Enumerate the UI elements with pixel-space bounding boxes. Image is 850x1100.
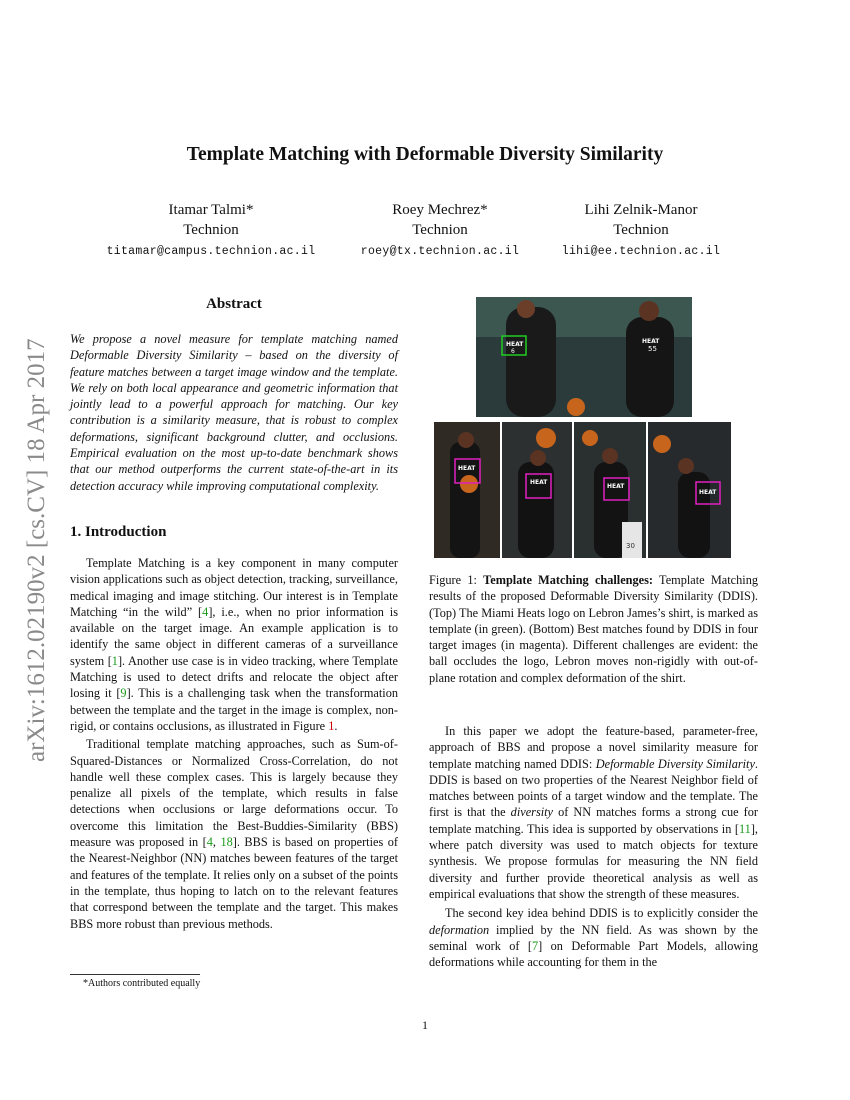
logo-text: HEAT (506, 341, 524, 348)
intro-body (70, 555, 398, 932)
citation-link[interactable]: 7 (532, 938, 539, 953)
figure-target-image-3 (574, 422, 646, 558)
right-paragraph-2: The second key idea behind DDIS is to explicitly consider the deformation implied by the NN field. As was shown by the seminal work of [7] on Deformable Part Models, allowing deformations while accounting for them in the (429, 906, 758, 970)
abstract-text: We propose a novel measure for template matching named Deformable Diversity Similarity – based on the diversity of feature matches between a target image window and the template. We rely on both local appearance and geometric information that jointly lead to a powerful approach for matching. Our key contribution is a similarity measure, that is robust to complex deformations, significant background clutter, and occlusions. Empirical evaluation on the most up-to-date benchmark shows that our method outperforms the current state-of-the-art in its detection accuracy while improving computational complexity. (70, 332, 398, 493)
logo-text: HEAT (607, 483, 625, 490)
citation-link[interactable]: 1 (111, 653, 118, 668)
right-paragraph-1: In this paper we adopt the feature-based, parameter-free, approach of BBS and propose a novel similarity measure for template matching named DDIS: Deformable Diversity Similarity. DDIS is based on two properties of the Nearest Neighbor field of matches between points of a target window and the template. The first is that the diversity of NN matches forms a strong cue for template matching. This idea is supported by observations in [11], where patch diversity was used to match objects for texture synthesis. We propose formulas for measuring the NN field diversity and further provide theoretical analysis as well as empirical evaluations that show the strength of these measures. (429, 724, 758, 901)
footnote: *Authors contributed equally (83, 978, 201, 989)
author-affiliation: Technion (183, 222, 239, 238)
citation-link[interactable]: 4 (206, 835, 213, 850)
figure-template-image (476, 297, 692, 417)
logo-text: HEAT (699, 489, 717, 496)
page-number: 1 (422, 1018, 428, 1032)
intro-heading: 1. Introduction (70, 524, 167, 540)
jersey-number: 6 (511, 348, 515, 355)
citation-link[interactable]: 18 (220, 835, 233, 850)
author-affiliation: Technion (613, 222, 669, 238)
author-name: Roey Mechrez* (392, 202, 488, 218)
author-affiliation: Technion (412, 222, 468, 238)
logo-text: HEAT (642, 338, 660, 345)
footnote-rule (70, 974, 200, 975)
author-email: titamar@campus.technion.ac.il (106, 245, 316, 258)
citation-link[interactable]: 11 (738, 821, 751, 836)
author-name: Lihi Zelnik-Manor (584, 202, 698, 218)
jersey-number: 30 (626, 542, 635, 550)
jersey-number: 55 (648, 345, 657, 353)
author-email: lihi@ee.technion.ac.il (561, 245, 721, 258)
logo-text: HEAT (458, 465, 476, 472)
author-name: Itamar Talmi* (168, 202, 254, 218)
author-email: roey@tx.technion.ac.il (360, 245, 520, 258)
figure-target-image-2 (502, 422, 572, 558)
arxiv-stamp: arXiv:1612.02190v2 [cs.CV] 18 Apr 2017 (23, 338, 50, 762)
citation-link[interactable]: 9 (120, 686, 127, 701)
figure-link[interactable]: 1 (328, 718, 335, 733)
author-3 (521, 200, 761, 262)
logo-text: HEAT (530, 479, 548, 486)
paper-title: Template Matching with Deformable Diversity Similarity (186, 144, 664, 165)
citation-link[interactable]: 4 (202, 604, 209, 619)
figure-target-image-4 (648, 422, 731, 558)
intro-paragraph-2: Traditional template matching approaches, such as Sum-of-Squared-Distances or Normalized Cross-Correlation, do not handle well these complex cases. This is largely because they penalize all pixels of the template, which results in false detections when occlusions or large deformations occur. To overcome this limitation the Best-Buddies-Similarity (BBS) measure was proposed in [4, 18]. BBS is based on properties of the Nearest-Neighbor (NN) matches beween features of the target and features of the template. It relies only on a subset of the points in the template, thus hoping to latch on to the relevant features that correspond between the template and the target. This makes BBS more robust than previous methods. (70, 737, 398, 931)
intro-paragraph-1: Template Matching is a key component in many computer vision applications such as object detection, tracking, surveillance, medical imaging and image stitching. Our interest is in Template Matching “in the wild” [4], i.e., when no prior information is available on the target image. An example application is to identify the same object in different cameras of a surveillance system [1]. Another use case is in video tracking, where Template Matching is used to detect drifts and relocate the object after losing it [9]. This is a challenging task when the transformation between the template and the target in the image is complex, non-rigid, or contains occlusions, as illustrated in Figure 1. (70, 556, 399, 733)
right-column-body (429, 723, 758, 970)
figure-caption: Figure 1: Template Matching challenges: Template Matching results of the proposed Deformable Diversity Similarity (DDIS). (Top) The Miami Heats logo on Lebron James’s shirt, is marked as template (in green). (Bottom) Best matches found by DDIS in four target images (in magenta). Different challenges are evident: the ball occludes the logo, Lebron moves non-rigidly with out-of-plane rotation and complex deformation of the shirt. (429, 573, 758, 685)
author-1 (91, 200, 331, 262)
figure-target-image-1 (434, 422, 500, 558)
abstract-heading: Abstract (206, 296, 262, 312)
